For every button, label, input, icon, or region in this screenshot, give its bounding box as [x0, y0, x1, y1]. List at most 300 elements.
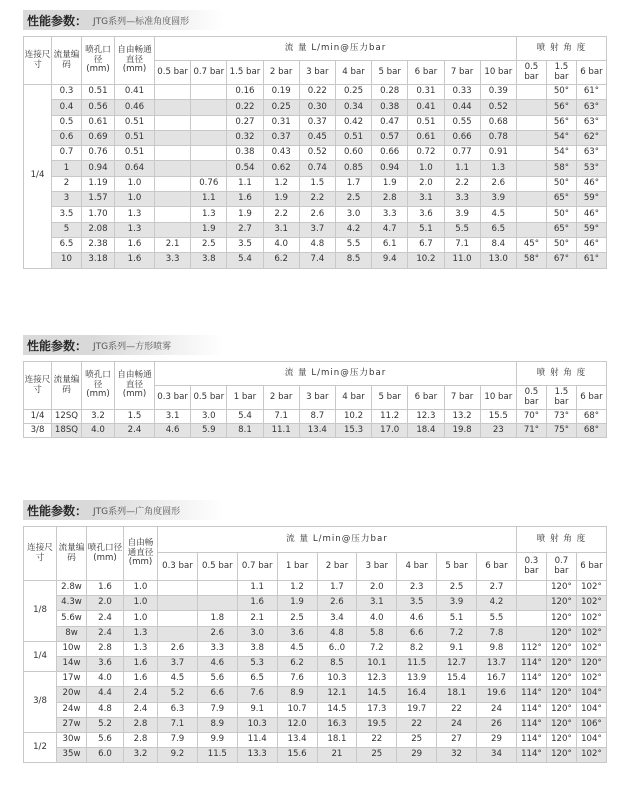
free-cell: 1.3 [115, 222, 155, 237]
flow-cell: 4.5 [480, 207, 516, 222]
angle-cell: 104° [576, 702, 606, 717]
orifice-cell: 4.8 [87, 702, 124, 717]
flow-cell: 0.44 [444, 100, 480, 115]
flow-cell: 1.9 [227, 207, 263, 222]
flow-cell: 11.2 [372, 410, 408, 424]
flow-cell [197, 581, 237, 596]
code-cell: 0.4 [52, 100, 82, 115]
flow-cell: 8.4 [480, 237, 516, 252]
angle-cell [516, 85, 546, 100]
table-row [24, 115, 607, 130]
flow-cell: 0.52 [480, 100, 516, 115]
flow-cell: 2.0 [357, 581, 397, 596]
angle-cell: 114° [516, 732, 546, 747]
free-cell: 1.0 [124, 581, 158, 596]
flow-cell: 2.3 [397, 581, 437, 596]
flow-cell: 7.6 [237, 687, 277, 702]
pressure-header: 1 bar [227, 386, 263, 410]
pressure-header: 3 bar [357, 553, 397, 581]
flow-cell: 8.1 [227, 424, 263, 438]
flow-cell [191, 130, 227, 145]
orifice-cell: 0.56 [82, 100, 115, 115]
flow-cell: 6.5 [237, 672, 277, 687]
col-header-flow: 流 量 L/min@压力bar [155, 37, 517, 61]
col-header-flow: 流 量 L/min@压力bar [155, 362, 517, 386]
angle-cell: 102° [576, 672, 606, 687]
code-cell: 0.6 [52, 130, 82, 145]
free-cell: 1.3 [124, 626, 158, 641]
flow-cell: 2.2 [444, 176, 480, 191]
performance-table [23, 36, 607, 269]
angle-cell: 104° [576, 732, 606, 747]
flow-cell: 11.4 [237, 732, 277, 747]
free-cell: 0.64 [115, 161, 155, 176]
orifice-cell: 4.4 [87, 687, 124, 702]
flow-cell: 19.7 [397, 702, 437, 717]
flow-cell [155, 192, 191, 207]
flow-cell: 1.1 [191, 192, 227, 207]
flow-cell: 16.7 [477, 672, 517, 687]
flow-cell: 1.5 [299, 176, 335, 191]
code-cell: 5 [52, 222, 82, 237]
code-cell: 5.6w [57, 611, 87, 626]
flow-cell: 0.45 [299, 130, 335, 145]
size-cell: 3/8 [24, 672, 57, 733]
size-cell: 1/8 [24, 581, 57, 642]
flow-cell: 7.8 [477, 626, 517, 641]
free-cell: 1.0 [115, 176, 155, 191]
flow-cell: 3.3 [155, 253, 191, 268]
flow-cell: 10.1 [357, 656, 397, 671]
flow-cell: 1.6 [237, 596, 277, 611]
angle-cell: 46° [576, 237, 606, 252]
flow-cell: 9.8 [477, 641, 517, 656]
code-cell: 30w [57, 732, 87, 747]
angle-cell: 102° [576, 626, 606, 641]
angle-cell [516, 115, 546, 130]
angle-cell: 59° [576, 222, 606, 237]
flow-cell: 7.1 [263, 410, 299, 424]
flow-cell: 0.30 [299, 100, 335, 115]
orifice-cell: 0.69 [82, 130, 115, 145]
code-cell: 2.8w [57, 581, 87, 596]
flow-cell: 3.9 [437, 596, 477, 611]
flow-cell: 5.6 [197, 672, 237, 687]
table-row [24, 192, 607, 207]
flow-cell [155, 85, 191, 100]
flow-cell: 22 [397, 717, 437, 732]
flow-cell: 6.3 [158, 702, 198, 717]
pressure-header: 4 bar [335, 61, 371, 85]
flow-cell: 12.3 [357, 672, 397, 687]
flow-cell: 3.3 [444, 192, 480, 207]
flow-cell: 10.2 [335, 410, 371, 424]
flow-cell: 22 [357, 732, 397, 747]
flow-cell: 2.1 [237, 611, 277, 626]
flow-cell: 0.78 [480, 130, 516, 145]
flow-cell: 0.47 [372, 115, 408, 130]
orifice-cell: 0.51 [82, 85, 115, 100]
flow-cell: 8.5 [317, 656, 357, 671]
angle-pressure-header: 1.5 bar [546, 61, 576, 85]
flow-cell: 12.0 [277, 717, 317, 732]
col-header-angle: 喷 射 角 度 [516, 362, 606, 386]
free-cell: 3.2 [124, 748, 158, 763]
flow-cell: 3.5 [227, 237, 263, 252]
col-header-orifice: 喷孔口径(mm) [82, 37, 115, 85]
flow-cell: 4.8 [317, 626, 357, 641]
angle-cell: 102° [576, 611, 606, 626]
free-cell: 1.6 [124, 656, 158, 671]
pressure-header: 6 bar [408, 386, 444, 410]
section-wide-round [23, 500, 606, 763]
pressure-header: 2 bar [263, 386, 299, 410]
col-header-flow: 流 量 L/min@压力bar [158, 527, 517, 553]
flow-cell: 29 [397, 748, 437, 763]
flow-cell: 0.34 [335, 100, 371, 115]
flow-cell [155, 222, 191, 237]
flow-cell: 4.2 [335, 222, 371, 237]
orifice-cell: 3.6 [87, 656, 124, 671]
angle-cell: 46° [576, 207, 606, 222]
flow-cell: 0.68 [480, 115, 516, 130]
flow-cell: 0.43 [263, 146, 299, 161]
angle-cell: 120° [546, 732, 576, 747]
pressure-header: 5 bar [372, 386, 408, 410]
flow-cell: 1.1 [444, 161, 480, 176]
angle-cell: 120° [546, 581, 576, 596]
flow-cell: 2.7 [227, 222, 263, 237]
flow-cell [155, 130, 191, 145]
flow-cell: 0.94 [372, 161, 408, 176]
performance-table [23, 526, 607, 763]
flow-cell: 4.6 [155, 424, 191, 438]
table-row [24, 237, 607, 252]
flow-cell: 15.4 [437, 672, 477, 687]
orifice-cell: 4.0 [82, 424, 115, 438]
flow-cell: 13.9 [397, 672, 437, 687]
angle-pressure-header: 1.5 bar [546, 386, 576, 410]
flow-cell: 9.9 [197, 732, 237, 747]
flow-cell: 0.42 [335, 115, 371, 130]
code-cell: 35w [57, 748, 87, 763]
flow-cell: 2.0 [408, 176, 444, 191]
angle-cell: 63° [576, 115, 606, 130]
col-header-free: 自由畅通直径(mm) [115, 362, 155, 410]
flow-cell: 4.7 [372, 222, 408, 237]
flow-cell: 15.3 [335, 424, 371, 438]
table-row [24, 424, 607, 438]
free-cell: 0.51 [115, 115, 155, 130]
flow-cell: 3.0 [335, 207, 371, 222]
flow-cell: 8.7 [299, 410, 335, 424]
code-cell: 17w [57, 672, 87, 687]
pressure-header: 6 bar [408, 61, 444, 85]
pressure-header: 7 bar [444, 386, 480, 410]
free-cell: 2.4 [124, 702, 158, 717]
angle-pressure-header: 0.5 bar [516, 386, 546, 410]
flow-cell: 3.1 [408, 192, 444, 207]
angle-cell: 120° [546, 641, 576, 656]
free-cell: 2.8 [124, 732, 158, 747]
flow-cell: 2.5 [437, 581, 477, 596]
flow-cell: 7.4 [299, 253, 335, 268]
angle-pressure-header: 0.5 bar [516, 61, 546, 85]
flow-cell: 10.7 [277, 702, 317, 717]
angle-cell: 61° [576, 85, 606, 100]
flow-cell: 1.2 [263, 176, 299, 191]
angle-cell: 50° [546, 85, 576, 100]
flow-cell: 7.2 [437, 626, 477, 641]
table-row [24, 253, 607, 268]
angle-cell: 102° [576, 596, 606, 611]
angle-cell [516, 596, 546, 611]
flow-cell: 2.5 [191, 237, 227, 252]
angle-cell: 56° [546, 100, 576, 115]
flow-cell: 2.6 [299, 207, 335, 222]
col-header-free: 自由畅通直径(mm) [115, 37, 155, 85]
flow-cell: 3.7 [299, 222, 335, 237]
table-row [24, 100, 607, 115]
orifice-cell: 6.0 [87, 748, 124, 763]
col-header-code: 流量编码 [52, 37, 82, 85]
flow-cell: 29 [477, 732, 517, 747]
flow-cell: 1.9 [263, 192, 299, 207]
flow-cell: 7.1 [158, 717, 198, 732]
flow-cell: 3.1 [263, 222, 299, 237]
angle-cell: 65° [546, 222, 576, 237]
angle-cell: 114° [516, 748, 546, 763]
angle-cell: 114° [516, 672, 546, 687]
table-row [24, 85, 607, 100]
flow-cell: 22 [437, 702, 477, 717]
flow-cell: 0.32 [227, 130, 263, 145]
flow-cell: 0.31 [263, 115, 299, 130]
flow-cell: 6.1 [372, 237, 408, 252]
orifice-cell: 5.2 [87, 717, 124, 732]
flow-cell: 18.1 [437, 687, 477, 702]
flow-cell: 17.3 [357, 702, 397, 717]
flow-cell: 6.7 [408, 237, 444, 252]
flow-cell: 4.6 [197, 656, 237, 671]
table-row [24, 626, 607, 641]
free-cell: 1.0 [124, 611, 158, 626]
col-header-size: 连接尺寸 [24, 37, 52, 85]
flow-cell: 1.6 [227, 192, 263, 207]
flow-cell: 13.0 [480, 253, 516, 268]
angle-cell [516, 222, 546, 237]
flow-cell: 3.9 [480, 192, 516, 207]
orifice-cell: 3.2 [82, 410, 115, 424]
free-cell: 0.46 [115, 100, 155, 115]
flow-cell: 2.1 [155, 237, 191, 252]
flow-cell: 14.5 [357, 687, 397, 702]
angle-cell: 73° [546, 410, 576, 424]
code-cell: 3 [52, 192, 82, 207]
flow-cell: 0.60 [335, 146, 371, 161]
angle-cell: 54° [546, 146, 576, 161]
angle-pressure-header: 6 bar [576, 386, 606, 410]
section-title-bar [23, 10, 606, 30]
section-standard-round [23, 10, 606, 269]
flow-cell: 26 [477, 717, 517, 732]
flow-cell: 16.3 [317, 717, 357, 732]
pressure-header: 7 bar [444, 61, 480, 85]
pressure-header: 1 bar [277, 553, 317, 581]
code-cell: 2 [52, 176, 82, 191]
col-header-orifice: 喷孔口径(mm) [87, 527, 124, 581]
pressure-header: 10 bar [480, 61, 516, 85]
flow-cell: 0.62 [263, 161, 299, 176]
col-header-orifice: 喷孔口径(mm) [82, 362, 115, 410]
free-cell: 1.0 [115, 192, 155, 207]
angle-cell: 120° [546, 626, 576, 641]
orifice-cell: 1.19 [82, 176, 115, 191]
flow-cell: 0.57 [372, 130, 408, 145]
angle-cell: 71° [516, 424, 546, 438]
pressure-header: 2 bar [263, 61, 299, 85]
flow-cell: 6..0 [317, 641, 357, 656]
size-cell: 1/4 [24, 641, 57, 671]
flow-cell: 0.41 [408, 100, 444, 115]
angle-cell [516, 626, 546, 641]
orifice-cell: 2.08 [82, 222, 115, 237]
pressure-header: 0.5 bar [155, 61, 191, 85]
orifice-cell: 1.70 [82, 207, 115, 222]
flow-cell: 0.37 [299, 115, 335, 130]
free-cell: 2.8 [124, 717, 158, 732]
pressure-header: 4 bar [397, 553, 437, 581]
flow-cell: 3.8 [237, 641, 277, 656]
free-cell: 1.6 [124, 672, 158, 687]
pressure-header: 0.7 bar [191, 61, 227, 85]
flow-cell: 9.1 [237, 702, 277, 717]
flow-cell: 0.54 [227, 161, 263, 176]
orifice-cell: 2.38 [82, 237, 115, 252]
pressure-header: 1.5 bar [227, 61, 263, 85]
angle-pressure-header: 6 bar [576, 61, 606, 85]
angle-cell: 102° [576, 748, 606, 763]
table-row [24, 748, 607, 763]
flow-cell: 0.33 [444, 85, 480, 100]
section-title: 性能参数： [27, 503, 88, 518]
flow-cell: 2.6 [197, 626, 237, 641]
flow-cell: 5.4 [227, 410, 263, 424]
flow-cell: 2.6 [158, 641, 198, 656]
flow-cell: 2.8 [372, 192, 408, 207]
flow-cell: 2.6 [317, 596, 357, 611]
table-row [24, 581, 607, 596]
free-cell: 0.51 [115, 146, 155, 161]
flow-cell: 8.9 [197, 717, 237, 732]
angle-cell: 120° [546, 687, 576, 702]
section-square-spray [23, 335, 606, 438]
flow-cell: 5.9 [191, 424, 227, 438]
pressure-header: 5 bar [372, 61, 408, 85]
col-header-angle: 喷 射 角 度 [516, 37, 606, 61]
flow-cell: 23 [480, 424, 516, 438]
flow-cell: 1.1 [237, 581, 277, 596]
angle-cell: 53° [576, 161, 606, 176]
flow-cell: 1.8 [197, 611, 237, 626]
angle-pressure-header: 0.3 bar [516, 553, 546, 581]
size-cell: 3/8 [24, 424, 52, 438]
flow-cell: 9.2 [158, 748, 198, 763]
col-header-code: 流量编码 [52, 362, 82, 410]
angle-cell [516, 176, 546, 191]
angle-cell: 45° [516, 237, 546, 252]
flow-cell: 13.4 [299, 424, 335, 438]
angle-cell: 120° [546, 596, 576, 611]
angle-cell: 68° [576, 410, 606, 424]
flow-cell: 16.4 [397, 687, 437, 702]
flow-cell: 34 [477, 748, 517, 763]
flow-cell: 3.7 [158, 656, 198, 671]
size-cell: 1/4 [24, 410, 52, 424]
flow-cell: 0.16 [227, 85, 263, 100]
free-cell: 1.0 [124, 596, 158, 611]
table-row [24, 656, 607, 671]
flow-cell: 0.74 [299, 161, 335, 176]
flow-cell: 0.52 [299, 146, 335, 161]
flow-cell: 0.72 [408, 146, 444, 161]
flow-cell: 0.77 [444, 146, 480, 161]
angle-cell: 50° [546, 207, 576, 222]
flow-cell: 4.2 [477, 596, 517, 611]
flow-cell: 0.66 [444, 130, 480, 145]
flow-cell: 10.3 [317, 672, 357, 687]
flow-cell: 4.5 [158, 672, 198, 687]
angle-cell [516, 100, 546, 115]
pressure-header: 6 bar [477, 553, 517, 581]
pressure-header: 2 bar [317, 553, 357, 581]
pressure-header: 0.7 bar [237, 553, 277, 581]
code-cell: 0.5 [52, 115, 82, 130]
flow-cell: 0.38 [372, 100, 408, 115]
flow-cell: 4.6 [397, 611, 437, 626]
flow-cell: 6.2 [277, 656, 317, 671]
flow-cell: 18.4 [408, 424, 444, 438]
flow-cell: 1.1 [227, 176, 263, 191]
flow-cell [191, 161, 227, 176]
flow-cell: 0.91 [480, 146, 516, 161]
pressure-header: 0.3 bar [158, 553, 198, 581]
flow-cell: 5.5 [444, 222, 480, 237]
flow-cell: 9.1 [437, 641, 477, 656]
code-cell: 20w [57, 687, 87, 702]
size-cell: 1/2 [24, 732, 57, 762]
angle-cell: 120° [546, 656, 576, 671]
flow-cell [191, 85, 227, 100]
angle-cell: 65° [546, 192, 576, 207]
free-cell: 2.4 [115, 424, 155, 438]
flow-cell: 17.0 [372, 424, 408, 438]
flow-cell: 7.2 [357, 641, 397, 656]
flow-cell [191, 115, 227, 130]
angle-cell: 68° [576, 424, 606, 438]
flow-cell: 1.7 [335, 176, 371, 191]
code-cell: 14w [57, 656, 87, 671]
table-row [24, 176, 607, 191]
angle-cell: 114° [516, 687, 546, 702]
table-row [24, 702, 607, 717]
orifice-cell: 2.0 [87, 596, 124, 611]
flow-cell: 18.1 [317, 732, 357, 747]
pressure-header: 0.5 bar [191, 386, 227, 410]
flow-cell: 10.2 [408, 253, 444, 268]
orifice-cell: 1.6 [87, 581, 124, 596]
free-cell: 1.5 [115, 410, 155, 424]
